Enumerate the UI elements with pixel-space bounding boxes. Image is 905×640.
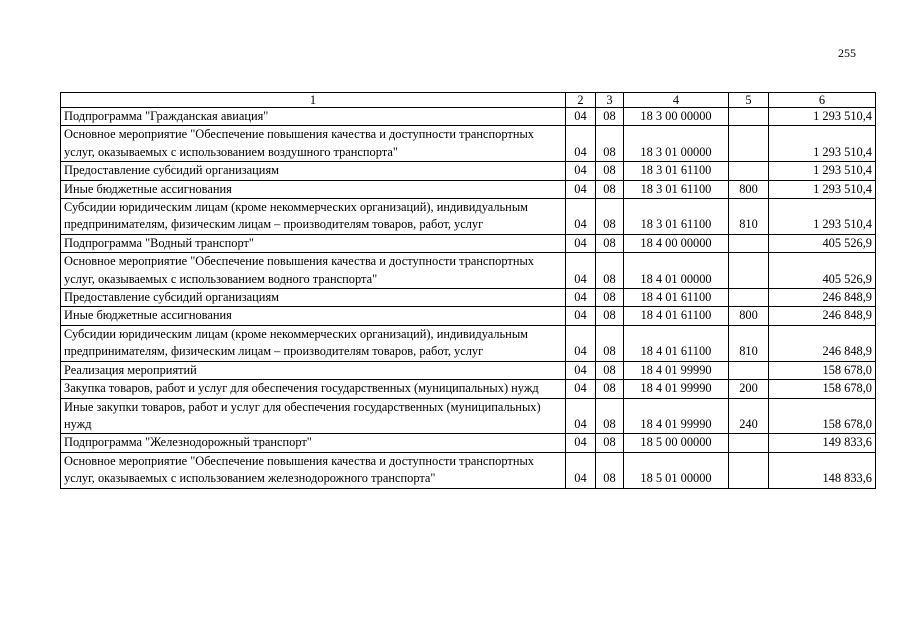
table-row <box>61 234 876 252</box>
row-name-cell: Реализация мероприятий <box>61 361 566 379</box>
subsection-code-cell: 08 <box>596 398 624 434</box>
section-code-cell: 04 <box>566 307 596 325</box>
expense-type-cell <box>729 126 769 162</box>
row-name-cell: Подпрограмма "Гражданская авиация" <box>61 108 566 126</box>
section-code-cell: 04 <box>566 325 596 361</box>
column-header: 6 <box>769 93 876 108</box>
target-article-cell: 18 4 01 99990 <box>624 380 729 398</box>
amount-cell: 405 526,9 <box>769 253 876 289</box>
subsection-code-cell: 08 <box>596 253 624 289</box>
row-name-cell: Предоставление субсидий организациям <box>61 162 566 180</box>
section-code-cell: 04 <box>566 180 596 198</box>
section-code-cell: 04 <box>566 380 596 398</box>
section-code-cell: 04 <box>566 108 596 126</box>
expense-type-cell <box>729 361 769 379</box>
row-name-cell: Подпрограмма "Железнодорожный транспорт" <box>61 434 566 452</box>
row-name-cell: Основное мероприятие "Обеспечение повышения качества и доступности транспортных услуг, оказываемых с использованием железнодорожного транспорта" <box>61 452 566 488</box>
row-name-cell: Основное мероприятие "Обеспечение повышения качества и доступности транспортных услуг, оказываемых с использованием водного транспорта" <box>61 253 566 289</box>
subsection-code-cell: 08 <box>596 180 624 198</box>
target-article-cell: 18 5 01 00000 <box>624 452 729 488</box>
expense-type-cell <box>729 289 769 307</box>
row-name-cell: Субсидии юридическим лицам (кроме некоммерческих организаций), индивидуальным предпринимателям, физическим лицам – производителям товаров, работ, услуг <box>61 199 566 235</box>
target-article-cell: 18 4 01 61100 <box>624 289 729 307</box>
table-row <box>61 180 876 198</box>
amount-cell: 405 526,9 <box>769 234 876 252</box>
section-code-cell: 04 <box>566 162 596 180</box>
table-row <box>61 253 876 289</box>
page-number: 255 <box>838 46 856 60</box>
expense-type-cell <box>729 253 769 289</box>
subsection-code-cell: 08 <box>596 199 624 235</box>
subsection-code-cell: 08 <box>596 234 624 252</box>
column-header: 4 <box>624 93 729 108</box>
target-article-cell: 18 3 01 61100 <box>624 162 729 180</box>
amount-cell: 149 833,6 <box>769 434 876 452</box>
expense-type-cell <box>729 452 769 488</box>
section-code-cell: 04 <box>566 126 596 162</box>
expense-type-cell: 800 <box>729 180 769 198</box>
column-header: 3 <box>596 93 624 108</box>
row-name-cell: Предоставление субсидий организациям <box>61 289 566 307</box>
row-name-cell: Иные бюджетные ассигнования <box>61 180 566 198</box>
subsection-code-cell: 08 <box>596 361 624 379</box>
expense-type-cell <box>729 162 769 180</box>
target-article-cell: 18 5 00 00000 <box>624 434 729 452</box>
amount-cell: 158 678,0 <box>769 398 876 434</box>
amount-cell: 246 848,9 <box>769 325 876 361</box>
amount-cell: 1 293 510,4 <box>769 126 876 162</box>
amount-cell: 246 848,9 <box>769 307 876 325</box>
table-row <box>61 307 876 325</box>
amount-cell: 1 293 510,4 <box>769 108 876 126</box>
expense-type-cell: 810 <box>729 199 769 235</box>
amount-cell: 1 293 510,4 <box>769 199 876 235</box>
table-row <box>61 108 876 126</box>
row-name-cell: Субсидии юридическим лицам (кроме некоммерческих организаций), индивидуальным предпринимателям, физическим лицам – производителям товаров, работ, услуг <box>61 325 566 361</box>
subsection-code-cell: 08 <box>596 289 624 307</box>
budget-table <box>60 92 876 489</box>
subsection-code-cell: 08 <box>596 452 624 488</box>
section-code-cell: 04 <box>566 234 596 252</box>
target-article-cell: 18 3 01 61100 <box>624 199 729 235</box>
row-name-cell: Основное мероприятие "Обеспечение повышения качества и доступности транспортных услуг, оказываемых с использованием воздушного транспорта" <box>61 126 566 162</box>
section-code-cell: 04 <box>566 289 596 307</box>
section-code-cell: 04 <box>566 253 596 289</box>
target-article-cell: 18 3 01 00000 <box>624 126 729 162</box>
subsection-code-cell: 08 <box>596 307 624 325</box>
amount-cell: 158 678,0 <box>769 361 876 379</box>
amount-cell: 158 678,0 <box>769 380 876 398</box>
expense-type-cell: 800 <box>729 307 769 325</box>
target-article-cell: 18 4 01 61100 <box>624 325 729 361</box>
amount-cell: 148 833,6 <box>769 452 876 488</box>
column-header: 5 <box>729 93 769 108</box>
target-article-cell: 18 4 01 99990 <box>624 361 729 379</box>
expense-type-cell: 200 <box>729 380 769 398</box>
column-header: 2 <box>566 93 596 108</box>
table-row <box>61 199 876 235</box>
target-article-cell: 18 3 01 61100 <box>624 180 729 198</box>
expense-type-cell: 240 <box>729 398 769 434</box>
row-name-cell: Иные закупки товаров, работ и услуг для обеспечения государственных (муниципальных) нужд <box>61 398 566 434</box>
table-row <box>61 361 876 379</box>
expense-type-cell <box>729 108 769 126</box>
section-code-cell: 04 <box>566 199 596 235</box>
section-code-cell: 04 <box>566 452 596 488</box>
row-name-cell: Подпрограмма "Водный транспорт" <box>61 234 566 252</box>
table-header-row <box>61 93 876 108</box>
subsection-code-cell: 08 <box>596 162 624 180</box>
expense-type-cell: 810 <box>729 325 769 361</box>
target-article-cell: 18 4 01 99990 <box>624 398 729 434</box>
target-article-cell: 18 4 00 00000 <box>624 234 729 252</box>
expense-type-cell <box>729 434 769 452</box>
subsection-code-cell: 08 <box>596 434 624 452</box>
row-name-cell: Иные бюджетные ассигнования <box>61 307 566 325</box>
section-code-cell: 04 <box>566 398 596 434</box>
amount-cell: 1 293 510,4 <box>769 162 876 180</box>
target-article-cell: 18 3 00 00000 <box>624 108 729 126</box>
target-article-cell: 18 4 01 61100 <box>624 307 729 325</box>
table-row <box>61 325 876 361</box>
table-row <box>61 452 876 488</box>
table-row <box>61 162 876 180</box>
table-row <box>61 126 876 162</box>
table-body <box>61 108 876 489</box>
section-code-cell: 04 <box>566 361 596 379</box>
subsection-code-cell: 08 <box>596 108 624 126</box>
subsection-code-cell: 08 <box>596 380 624 398</box>
table-row <box>61 398 876 434</box>
table-row <box>61 434 876 452</box>
expense-type-cell <box>729 234 769 252</box>
subsection-code-cell: 08 <box>596 126 624 162</box>
section-code-cell: 04 <box>566 434 596 452</box>
amount-cell: 1 293 510,4 <box>769 180 876 198</box>
column-header: 1 <box>61 93 566 108</box>
subsection-code-cell: 08 <box>596 325 624 361</box>
table-row <box>61 289 876 307</box>
row-name-cell: Закупка товаров, работ и услуг для обеспечения государственных (муниципальных) нужд <box>61 380 566 398</box>
amount-cell: 246 848,9 <box>769 289 876 307</box>
table-row <box>61 380 876 398</box>
target-article-cell: 18 4 01 00000 <box>624 253 729 289</box>
